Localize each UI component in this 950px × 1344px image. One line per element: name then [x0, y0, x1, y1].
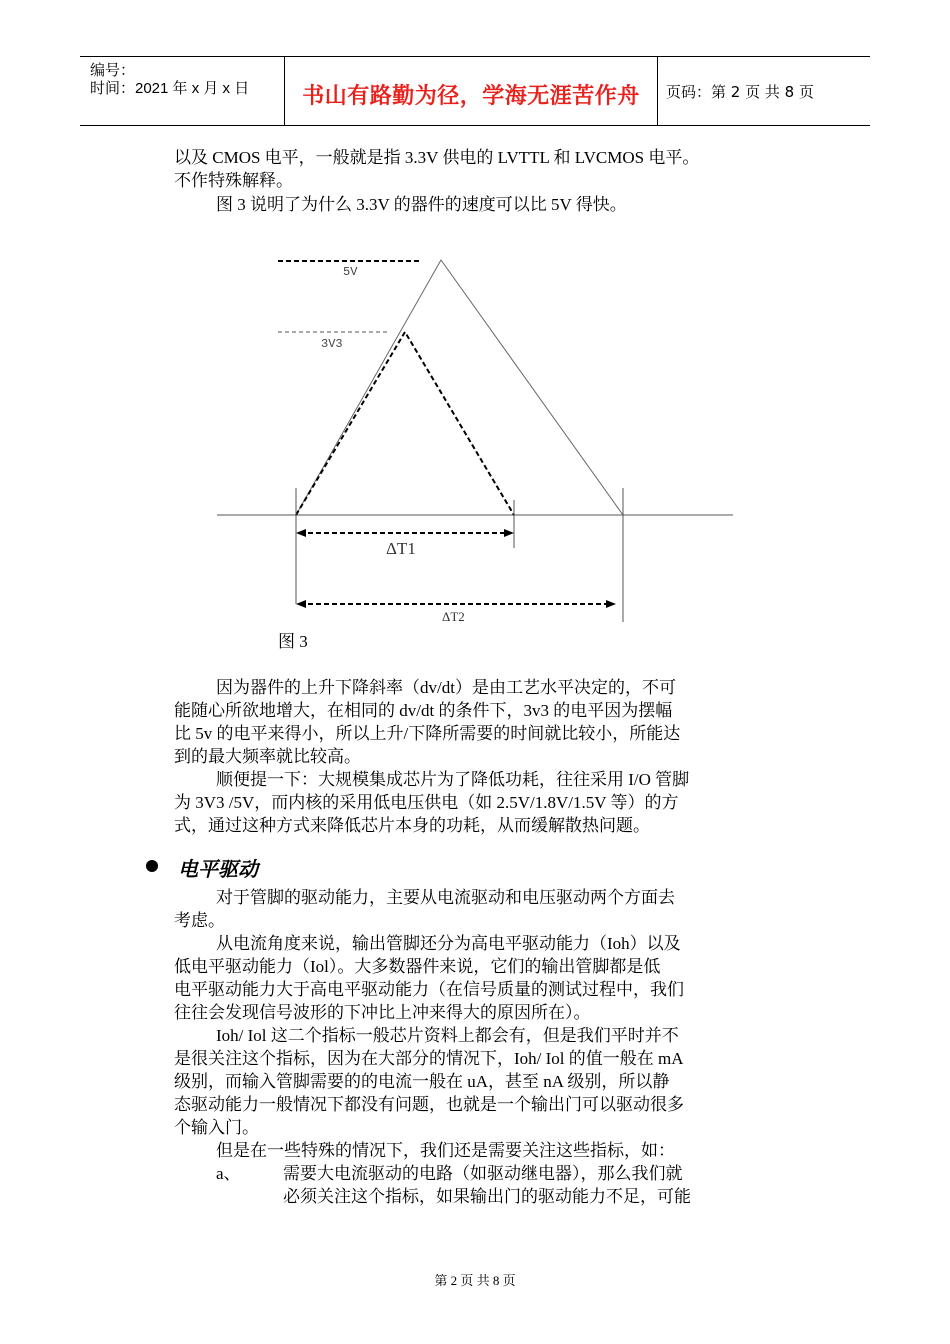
waveform-5v: [296, 260, 623, 515]
para5-line-5: 个输入门。: [174, 1118, 259, 1137]
dt2-arrowhead-right: [606, 600, 616, 608]
intro-line-3: 图 3 说明了为什么 3.3V 的器件的速度可以比 5V 得快。: [216, 195, 627, 214]
intro-line-1: 以及 CMOS 电平，一般就是指 3.3V 供电的 LVTTL 和 LVCMOS 电平。: [174, 148, 700, 167]
header-left-cell: [80, 57, 284, 125]
para2-line-1: 顺便提一下：大规模集成芯片为了降低功耗，往往采用 I/O 管脚: [216, 770, 690, 789]
para5-line-1: Ioh/ Iol 这二个指标一般芯片资料上都会有，但是我们平时并不: [216, 1026, 679, 1045]
label-5v: 5V: [343, 265, 358, 279]
para2-line-2: 为 3V3 /5V，而内核的采用低电压供电（如 2.5V/1.8V/1.5V 等）的方: [174, 793, 679, 812]
para4-line-3: 电平驱动能力大于高电平驱动能力（在信号质量的测试过程中，我们: [174, 980, 684, 999]
figure-caption: 图 3: [278, 632, 308, 651]
time-label: 时间：2021 年 x 月 x 日: [90, 80, 250, 97]
number-label: 编号：: [90, 62, 136, 79]
para2-line-3: 式，通过这种方式来降低芯片本身的功耗，从而缓解散热问题。: [174, 816, 650, 835]
para5-line-4: 态驱动能力一般情况下都没有问题，也就是一个输出门可以驱动很多: [174, 1095, 684, 1114]
section-title: 电平驱动: [178, 857, 258, 881]
para4-line-4: 往往会发现信号波形的下冲比上冲来得大的原因所在）。: [174, 1003, 591, 1022]
list-item-line-1: 需要大电流驱动的电路（如驱动继电器），那么我们就: [283, 1164, 683, 1183]
header-center-cell: [284, 57, 658, 125]
label-3v3: 3V3: [321, 337, 343, 351]
page-header: [80, 56, 870, 126]
para5-line-2: 是很关注这个指标，因为在大部分的情况下，Ioh/ Iol 的值一般在 mA: [174, 1049, 684, 1068]
section-bullet: [146, 860, 158, 872]
para5-line-3: 级别，而输入管脚需要的的电流一般在 uA，甚至 nA 级别，所以静: [174, 1072, 670, 1091]
page-footer: 第 2 页 共 8 页: [434, 1273, 516, 1288]
motto-text: 书山有路勤为径，学海无涯苦作舟: [302, 84, 640, 109]
dt1-arrowhead-left: [296, 529, 306, 537]
para1-line-1: 因为器件的上升下降斜率（dv/dt）是由工艺水平决定的，不可: [216, 678, 676, 697]
intro-line-2: 不作特殊解释。: [174, 171, 293, 190]
para1-line-3: 比 5v 的电平来得小，所以上升/下降所需要的时间就比较小，所能达: [174, 724, 681, 743]
para1-line-4: 到的最大频率就比较高。: [174, 747, 361, 766]
list-item-line-2: 必须关注这个指标，如果输出门的驱动能力不足，可能: [283, 1187, 691, 1206]
para3-line-2: 考虑。: [174, 911, 225, 930]
header-right-cell: [656, 57, 870, 125]
figure-3-diagram: [0, 240, 950, 630]
page-info: 页码：第 2 页 共 8 页: [666, 83, 814, 101]
para1-line-2: 能随心所欲地增大，在相同的 dv/dt 的条件下，3v3 的电平因为摆幅: [174, 701, 673, 720]
dt2-arrowhead-left: [296, 600, 306, 608]
para3-line-1: 对于管脚的驱动能力，主要从电流驱动和电压驱动两个方面去: [216, 888, 675, 907]
dt1-arrowhead-right: [504, 529, 514, 537]
para4-line-1: 从电流角度来说，输出管脚还分为高电平驱动能力（Ioh）以及: [216, 934, 681, 953]
label-dt2: ΔT2: [442, 609, 465, 624]
list-item-marker: a、: [216, 1164, 241, 1183]
para6-line-1: 但是在一些特殊的情况下，我们还是需要关注这些指标，如：: [216, 1141, 675, 1160]
waveform-3v3: [296, 332, 514, 515]
label-dt1: ΔT1: [386, 539, 416, 558]
para4-line-2: 低电平驱动能力（Iol）。大多数器件来说，它们的输出管脚都是低: [174, 957, 661, 976]
